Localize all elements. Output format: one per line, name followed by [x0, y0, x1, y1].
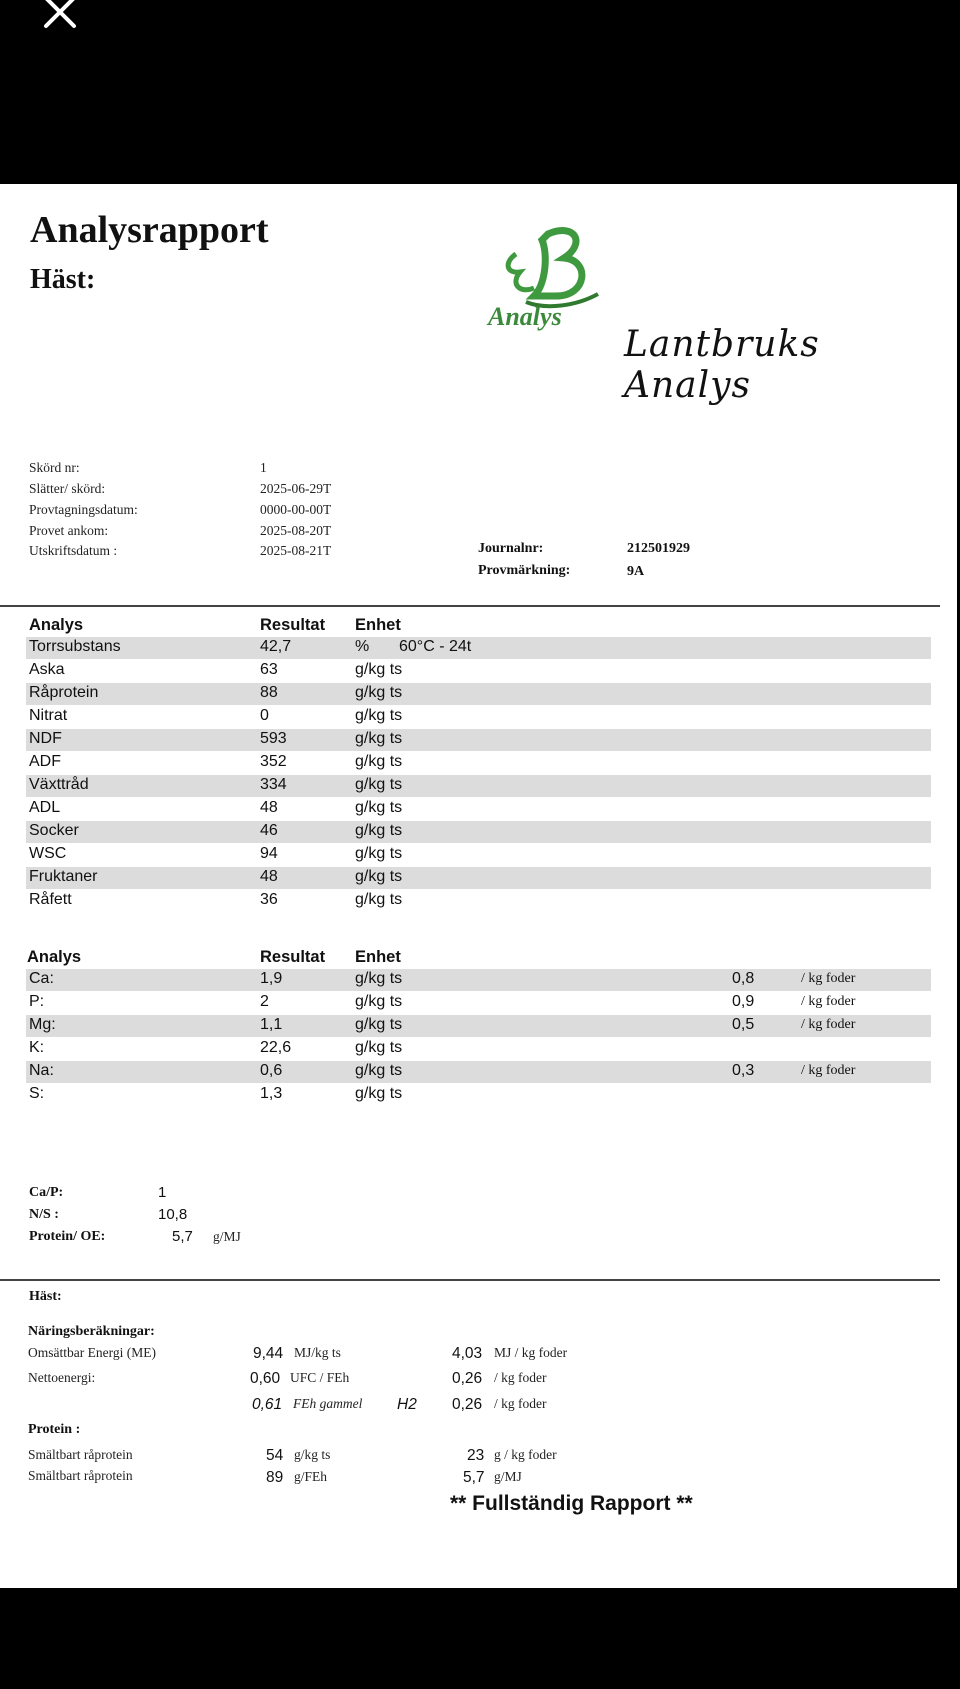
analysis-unit: g/kg ts [355, 684, 403, 701]
analysis-name: NDF [29, 730, 62, 747]
mineral-feed-unit: / kg foder [801, 1063, 856, 1078]
meta-value-harvest: 1 [260, 460, 267, 475]
analysis-name: Aska [29, 661, 65, 678]
n-s-label: N/S : [29, 1207, 59, 1222]
table1-header-unit: Enhet [355, 616, 401, 634]
mineral-feed-value: 0,8 [732, 970, 755, 987]
mineral-feed-unit: / kg foder [801, 994, 856, 1009]
meta-label-harvest: Skörd nr: [29, 460, 80, 475]
nutrition-title: Näringsberäkningar: [28, 1324, 155, 1339]
meta-label-arrived: Provet ankom: [29, 523, 109, 538]
ne2-feed-unit: / kg foder [494, 1396, 547, 1411]
ne-feed-value: 0,26 [452, 1370, 483, 1387]
meta-value-cut: 2025-06-29T [260, 481, 332, 496]
dcp1-label: Smältbart råprotein [28, 1447, 133, 1462]
table-row [26, 1061, 931, 1083]
protein-oe-value: 5,7 [172, 1228, 193, 1245]
mineral-value: 2 [260, 993, 269, 1010]
full-report-note: ** Fullständig Rapport ** [450, 1492, 693, 1515]
analysis-value: 94 [260, 845, 278, 862]
ne-label: Nettoenergi: [28, 1370, 96, 1385]
analysis-value: 36 [260, 891, 278, 908]
table-row [26, 867, 931, 889]
table-row [26, 1038, 931, 1060]
analysis-value: 352 [260, 753, 287, 770]
analysis-unit: g/kg ts [355, 799, 403, 816]
analysis-value: 334 [260, 776, 287, 793]
mineral-name: Na: [29, 1062, 54, 1079]
analysis-name: Fruktaner [29, 868, 98, 885]
table2-header-analysis: Analys [27, 948, 82, 966]
analysis-unit: g/kg ts [355, 753, 403, 770]
analysis-name: Råprotein [29, 684, 99, 701]
protein-oe-label: Protein/ OE: [29, 1229, 106, 1244]
mineral-name: S: [29, 1085, 45, 1102]
mineral-feed-value: 0,9 [732, 993, 755, 1010]
close-button[interactable] [40, 0, 80, 34]
dcp2-unit: g/FEh [294, 1469, 328, 1484]
table-row [26, 992, 931, 1014]
horse-section-title: Häst: [29, 1289, 62, 1304]
brand-name: Lantbruks Analys [624, 324, 820, 406]
report-page [0, 184, 957, 1588]
analysis-unit: g/kg ts [355, 845, 403, 862]
ne-value: 0,60 [250, 1370, 281, 1387]
me-unit: MJ/kg ts [294, 1345, 341, 1360]
table-row [26, 969, 931, 991]
mineral-unit: g/kg ts [355, 1039, 403, 1056]
meta-value-arrived: 2025-08-20T [260, 523, 332, 538]
ca-p-value: 1 [158, 1184, 167, 1201]
mineral-unit: g/kg ts [355, 970, 403, 987]
dcp1-value: 54 [266, 1447, 284, 1464]
me-label: Omsättbar Energi (ME) [28, 1345, 156, 1360]
journal-label: Journalnr: [478, 541, 544, 556]
table-row [26, 775, 931, 797]
me-value: 9,44 [253, 1345, 284, 1362]
protein-title: Protein : [28, 1422, 81, 1437]
analysis-value: 48 [260, 868, 278, 885]
dcp1-unit: g/kg ts [294, 1447, 331, 1462]
table-row [26, 729, 931, 751]
mineral-value: 22,6 [260, 1039, 292, 1056]
table-row [26, 890, 931, 912]
analysis-name: Växttråd [29, 776, 89, 793]
analysis-name: ADL [29, 799, 61, 816]
analysis-unit: % [355, 638, 370, 655]
analysis-value: 593 [260, 730, 287, 747]
analysis-value: 63 [260, 661, 278, 678]
mineral-name: Mg: [29, 1016, 56, 1033]
analysis-unit: g/kg ts [355, 822, 403, 839]
table-row [26, 1015, 931, 1037]
table-row [26, 844, 931, 866]
analysis-value: 46 [260, 822, 278, 839]
mineral-feed-unit: / kg foder [801, 971, 856, 986]
ne2-feed-value: 0,26 [452, 1396, 483, 1413]
analysis-name: Torrsubstans [29, 638, 121, 655]
table2-header-result: Resultat [260, 948, 326, 966]
mineral-name: Ca: [29, 970, 54, 987]
meta-value-sampling: 0000-00-00T [260, 502, 332, 517]
analysis-note: 60°C - 24t [399, 638, 472, 655]
table-row [26, 752, 931, 774]
mineral-value: 1,1 [260, 1016, 283, 1033]
dcp2-feed-value: 5,7 [463, 1469, 485, 1486]
close-icon [40, 0, 80, 34]
divider [0, 605, 940, 607]
mineral-value: 1,9 [260, 970, 283, 987]
ne2-tag: H2 [397, 1396, 417, 1413]
marking-value: 9A [627, 564, 645, 579]
mineral-unit: g/kg ts [355, 1062, 403, 1079]
analysis-unit: g/kg ts [355, 661, 403, 678]
ne-unit: UFC / FEh [290, 1370, 350, 1385]
journal-value: 212501929 [627, 541, 690, 556]
divider [0, 1279, 940, 1281]
dcp2-label: Smältbart råprotein [28, 1468, 133, 1483]
dcp1-feed-value: 23 [467, 1447, 485, 1464]
table2-header-unit: Enhet [355, 948, 401, 966]
analysis-value: 42,7 [260, 638, 292, 655]
logo-text: Analys [488, 302, 562, 331]
mineral-name: K: [29, 1039, 45, 1056]
ne-feed-unit: / kg foder [494, 1370, 547, 1385]
analysis-unit: g/kg ts [355, 776, 403, 793]
table-row [26, 798, 931, 820]
analysis-name: Socker [29, 822, 79, 839]
ca-p-label: Ca/P: [29, 1185, 64, 1200]
me-feed-value: 4,03 [452, 1345, 483, 1362]
analysis-name: ADF [29, 753, 61, 770]
table-row [26, 637, 931, 659]
table-row [26, 660, 931, 682]
dcp2-feed-unit: g/MJ [494, 1469, 522, 1484]
meta-label-cut: Slätter/ skörd: [29, 481, 106, 496]
analysis-value: 88 [260, 684, 278, 701]
dcp2-value: 89 [266, 1469, 284, 1486]
analysis-name: Råfett [29, 891, 72, 908]
meta-label-printed: Utskriftsdatum : [29, 543, 118, 558]
table-row [26, 821, 931, 843]
analysis-unit: g/kg ts [355, 730, 403, 747]
analysis-unit: g/kg ts [355, 868, 403, 885]
protein-oe-unit: g/MJ [213, 1229, 241, 1244]
meta-label-sampling: Provtagningsdatum: [29, 502, 138, 517]
analysis-unit: g/kg ts [355, 707, 403, 724]
analysis-unit: g/kg ts [355, 891, 403, 908]
table-row [26, 706, 931, 728]
mineral-unit: g/kg ts [355, 993, 403, 1010]
report-title: Analysrapport [30, 209, 269, 251]
table1-header-result: Resultat [260, 616, 326, 634]
mineral-feed-value: 0,3 [732, 1062, 755, 1079]
analysis-value: 48 [260, 799, 278, 816]
analysis-name: Nitrat [29, 707, 68, 724]
mineral-unit: g/kg ts [355, 1085, 403, 1102]
mineral-value: 0,6 [260, 1062, 283, 1079]
mineral-feed-unit: / kg foder [801, 1017, 856, 1032]
mineral-name: P: [29, 993, 45, 1010]
analysis-value: 0 [260, 707, 269, 724]
ne2-unit: FEh gammel [293, 1396, 363, 1411]
mineral-unit: g/kg ts [355, 1016, 403, 1033]
table-row [26, 1084, 931, 1106]
meta-value-printed: 2025-08-21T [260, 543, 332, 558]
report-subtitle: Häst: [30, 264, 96, 295]
mineral-value: 1,3 [260, 1085, 283, 1102]
table-row [26, 683, 931, 705]
analysis-name: WSC [29, 845, 67, 862]
marking-label: Provmärkning: [478, 563, 571, 578]
n-s-value: 10,8 [158, 1206, 188, 1223]
table1-header-analysis: Analys [29, 616, 84, 634]
me-feed-unit: MJ / kg foder [494, 1345, 568, 1360]
dcp1-feed-unit: g / kg foder [494, 1447, 557, 1462]
ne2-value: 0,61 [252, 1396, 283, 1413]
mineral-feed-value: 0,5 [732, 1016, 755, 1033]
